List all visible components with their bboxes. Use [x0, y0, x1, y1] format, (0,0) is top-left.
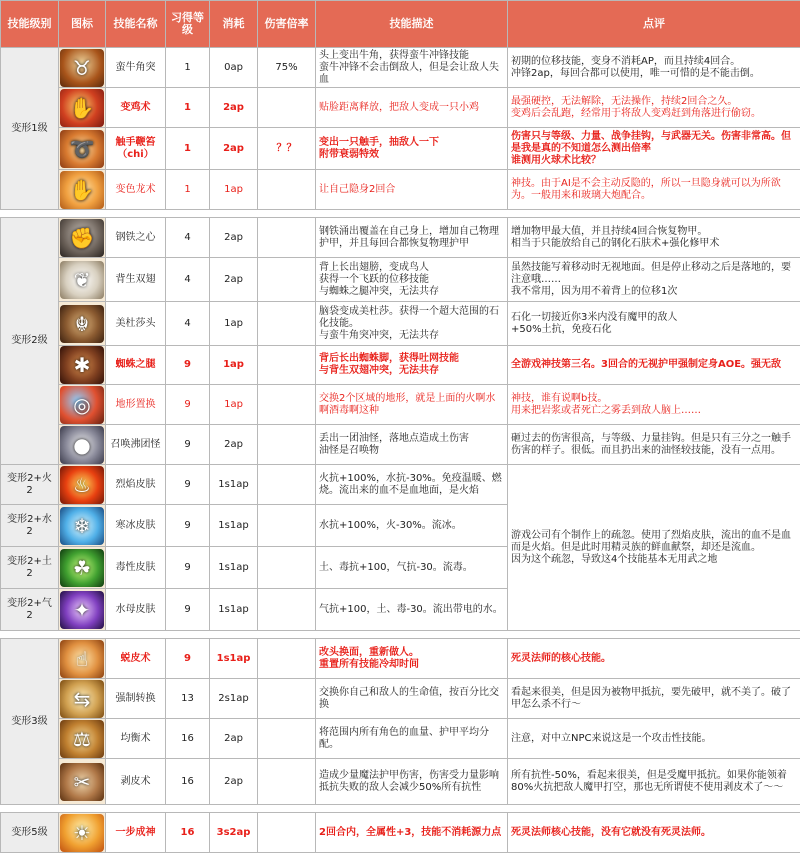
- header-level: 技能级别: [1, 1, 59, 48]
- flay-icon: ✂: [60, 763, 104, 801]
- skill-cost: 3s2ap: [210, 813, 258, 853]
- skill-comment: 看起来很美，但是因为被物甲抵抗，要先破甲，就不美了。破了甲怎么杀不行～: [508, 679, 800, 719]
- skill-desc: 造成少量魔法护甲伤害，伤害受力量影响 抵抗失败的敌人会减少50%所有抗性: [316, 759, 508, 805]
- header-cost: 消耗: [210, 1, 258, 48]
- skill-name: 烈焰皮肤: [106, 465, 166, 505]
- skill-dmg: [258, 465, 316, 505]
- skill-desc: 背后长出蜘蛛脚，获得吐网技能 与背生双翅冲突，无法共存: [316, 346, 508, 385]
- skill-dmg: 75%: [258, 48, 316, 88]
- skill-learn: 16: [166, 813, 210, 853]
- skill-desc: 火抗+100%，水抗-30%。免疫温暖、燃烧。流出来的血不是血地面，是火焰: [316, 465, 508, 505]
- skill-dmg: [258, 759, 316, 805]
- skill-cost: 1s1ap: [210, 465, 258, 505]
- skill-cost: 2ap: [210, 88, 258, 128]
- header-learn: 习得等级: [166, 1, 210, 48]
- table-row: [1, 128, 800, 170]
- skill-name: 蜘蛛之腿: [106, 346, 166, 385]
- skill-learn: 9: [166, 425, 210, 465]
- skill-desc: 气抗+100，土、毒-30。流出带电的水。: [316, 589, 508, 631]
- skill-name: 变色龙术: [106, 170, 166, 210]
- skill-dmg: [258, 679, 316, 719]
- oil-beast-icon: ●: [60, 426, 104, 464]
- skill-name: 水母皮肤: [106, 589, 166, 631]
- equalize-icon: ⚖: [60, 720, 104, 758]
- skill-learn: 9: [166, 639, 210, 679]
- venom-skin-icon: ☘: [60, 549, 104, 587]
- skill-learn: 1: [166, 170, 210, 210]
- forced-swap-icon: ⇆: [60, 680, 104, 718]
- skill-learn: 4: [166, 258, 210, 302]
- skill-name: 均衡术: [106, 719, 166, 759]
- skill-cost: 2ap: [210, 258, 258, 302]
- skill-name: 强制转换: [106, 679, 166, 719]
- group-level: 变形2级: [1, 218, 59, 465]
- table-row: [1, 48, 800, 88]
- skill-desc: 变出一只触手，抽敌人一下 附带衰弱特效: [316, 128, 508, 170]
- skill-comment: 虽然技能写着移动时无视地面。但是停止移动之后是落地的，要注意哦…… 我不常用，因为用不着背上的位移1次: [508, 258, 800, 302]
- skill-dmg: [258, 425, 316, 465]
- table-row: [1, 258, 800, 302]
- table-row: [1, 218, 800, 258]
- skill-dmg: [258, 258, 316, 302]
- skill-comment: 砸过去的伤害很高，与等级、力量挂钩。但是只有三分之一触手伤害的样子。很低。而且扔出来的油怪较技能，没有一点用。: [508, 425, 800, 465]
- skill-name: 变鸡术: [106, 88, 166, 128]
- skill-desc: 水抗+100%，火-30%。流冰。: [316, 505, 508, 547]
- skill-desc: 交换2个区域的地形，就是上面的火啊水啊酒毒啊这种: [316, 385, 508, 425]
- skill-comment: 注意，对中立NPC来说这是一个攻击性技能。: [508, 719, 800, 759]
- skill-desc: 交换你自己和敌人的生命值，按百分比交换: [316, 679, 508, 719]
- table-row: [1, 719, 800, 759]
- skill-learn: 1: [166, 48, 210, 88]
- minotaur-charge-icon: ♉: [60, 49, 104, 87]
- skill-comment: 最强硬控，无法解除，无法操作，持续2回合之久。 变鸡后会乱跑，经常用于将敌人变鸡赶到角落进行偷窃。: [508, 88, 800, 128]
- skill-learn: 9: [166, 505, 210, 547]
- chicken-claw-icon: ✋: [60, 89, 104, 127]
- table-row: [1, 813, 800, 853]
- skill-desc: 2回合内，全属性+3，技能不消耗源力点: [316, 813, 508, 853]
- skill-desc: 改头换面，重新做人。 重置所有技能冷却时间: [316, 639, 508, 679]
- table-row: [1, 346, 800, 385]
- skill-comment: 伤害只与等级、力量、战争挂钩，与武器无关。伤害非常高。但是我是真的不知道怎么测出倍率 谁测用火球术比较？: [508, 128, 800, 170]
- group-level: 变形3级: [1, 639, 59, 805]
- skill-dmg: [258, 813, 316, 853]
- header-icon: 图标: [59, 1, 106, 48]
- skill-cost: 1s1ap: [210, 589, 258, 631]
- skill-desc: 让自己隐身2回合: [316, 170, 508, 210]
- group-level: 变形2+土2: [1, 547, 59, 589]
- skill-cost: 2s1ap: [210, 679, 258, 719]
- skill-dmg: [258, 547, 316, 589]
- golden-hand-icon: ✋: [60, 171, 104, 209]
- skill-cost: 1ap: [210, 170, 258, 210]
- skill-cost: 2ap: [210, 218, 258, 258]
- skill-desc: 贴脸距离释放，把敌人变成一只小鸡: [316, 88, 508, 128]
- skill-cost: 1ap: [210, 385, 258, 425]
- table-row: [1, 759, 800, 805]
- skill-learn: 9: [166, 346, 210, 385]
- table-row: [1, 425, 800, 465]
- frost-skin-icon: ❄: [60, 507, 104, 545]
- table-row: [1, 170, 800, 210]
- skill-cost: 2ap: [210, 425, 258, 465]
- skill-cost: 1s1ap: [210, 639, 258, 679]
- skill-desc: 脑袋变成美杜莎。获得一个超大范围的石化技能。 与蛮牛角突冲突，无法共存: [316, 302, 508, 346]
- skill-learn: 4: [166, 302, 210, 346]
- table-header: [1, 1, 800, 48]
- table-row: [1, 465, 800, 505]
- skill-dmg: [258, 589, 316, 631]
- skill-dmg: [258, 385, 316, 425]
- skill-desc: 头上变出牛角，获得蛮牛冲锋技能 蛮牛冲锋不会击倒敌人，但是会让敌人失血: [316, 48, 508, 88]
- skill-cost: 1ap: [210, 346, 258, 385]
- skill-cost: 2ap: [210, 128, 258, 170]
- skill-learn: 9: [166, 547, 210, 589]
- header-name: 技能名称: [106, 1, 166, 48]
- skill-name: 毒性皮肤: [106, 547, 166, 589]
- skill-learn: 13: [166, 679, 210, 719]
- skill-dmg: ？？: [258, 128, 316, 170]
- skill-comment: 死灵法师核心技能，没有它就没有死灵法师。: [508, 813, 800, 853]
- skill-dmg: [258, 505, 316, 547]
- group-level: 变形1级: [1, 48, 59, 210]
- ascension-icon: ☀: [60, 814, 104, 852]
- skill-desc: 丢出一团油怪，落地点造成土伤害 油怪是召唤物: [316, 425, 508, 465]
- skill-name: 蜕皮术: [106, 639, 166, 679]
- flame-skin-icon: ♨: [60, 466, 104, 504]
- group-level: 变形2+水2: [1, 505, 59, 547]
- skill-comment: 增加物甲最大值，并且持续4回合恢复物甲。 相当于只能放给自己的钢化石肤术+强化修甲术: [508, 218, 800, 258]
- steel-heart-icon: ✊: [60, 219, 104, 257]
- terrain-shift-icon: ◎: [60, 386, 104, 424]
- skill-dmg: [258, 302, 316, 346]
- skill-cost: 1s1ap: [210, 505, 258, 547]
- skill-learn: 4: [166, 218, 210, 258]
- skill-name: 地形置换: [106, 385, 166, 425]
- skill-comment: 神技，谁有说啊b技。 用来把岩浆或者死亡之雾丢到敌人脑上……: [508, 385, 800, 425]
- skill-name: 蛮牛角突: [106, 48, 166, 88]
- skill-name: 寒冰皮肤: [106, 505, 166, 547]
- table-row: [1, 302, 800, 346]
- skill-comment: 所有抗性-50%，看起来很美，但是受魔甲抵抗。如果你能领着80%火抗把敌人魔甲打空，那也无所谓使不使用剥皮术了～～: [508, 759, 800, 805]
- table-row: [1, 679, 800, 719]
- header-dmg: 伤害倍率: [258, 1, 316, 48]
- skill-dmg: [258, 719, 316, 759]
- group-level: 变形2+火2: [1, 465, 59, 505]
- skill-name: 钢铁之心: [106, 218, 166, 258]
- skill-desc: 背上长出翅膀，变成鸟人 获得一个飞跃的位移技能 与蜘蛛之腿冲突，无法共存: [316, 258, 508, 302]
- skill-name: 背生双翅: [106, 258, 166, 302]
- skill-learn: 1: [166, 88, 210, 128]
- group-level: 变形2+气2: [1, 589, 59, 631]
- skill-comment: 初期的位移技能，变身不消耗AP，而且持续4回合。 冲锋2ap，每回合都可以使用，唯一可惜的是不能击倒。: [508, 48, 800, 88]
- skill-cost: 0ap: [210, 48, 258, 88]
- spread-wings-icon: ❦: [60, 261, 104, 299]
- skill-learn: 16: [166, 719, 210, 759]
- skill-name: 美杜莎头: [106, 302, 166, 346]
- skill-desc: 土、毒抗+100，气抗-30。流毒。: [316, 547, 508, 589]
- skill-dmg: [258, 218, 316, 258]
- skill-cost: 2ap: [210, 719, 258, 759]
- skill-desc: 将范围内所有角色的血量、护甲平均分配。: [316, 719, 508, 759]
- skill-dmg: [258, 639, 316, 679]
- skill-name: 一步成神: [106, 813, 166, 853]
- skill-learn: 9: [166, 589, 210, 631]
- skill-comment: 石化一切接近你3米内没有魔甲的敌人 +50%土抗，免疫石化: [508, 302, 800, 346]
- skill-comment: 神技。由于AI是不会主动反隐的，所以一旦隐身就可以为所欲为。一般用来和玻璃大炮配合。: [508, 170, 800, 210]
- group-level: 变形5级: [1, 813, 59, 853]
- table-row: [1, 385, 800, 425]
- table-row: [1, 88, 800, 128]
- spider-legs-icon: ✱: [60, 346, 104, 384]
- skill-dmg: [258, 346, 316, 385]
- skill-comment: 游戏公司有个制作上的疏忽。使用了烈焰皮肤，流出的血不是血而是火焰。但是此时用精灵族的鲜血献祭，却还是流血。 因为这个疏忽，导致这4个技能基本无用武之地: [508, 465, 800, 631]
- jelly-skin-icon: ✦: [60, 591, 104, 629]
- header-desc: 技能描述: [316, 1, 508, 48]
- shed-skin-icon: ☝: [60, 640, 104, 678]
- skill-cost: 1s1ap: [210, 547, 258, 589]
- tentacle-icon: ➰: [60, 130, 104, 168]
- skill-desc: 钢铁涌出覆盖在自己身上，增加自己物理护甲，并且每回合都恢复物理护甲: [316, 218, 508, 258]
- header-comment: 点评: [508, 1, 800, 48]
- skill-name: 触手鞭笞（chi）: [106, 128, 166, 170]
- skill-name: 剥皮术: [106, 759, 166, 805]
- skill-dmg: [258, 170, 316, 210]
- skill-learn: 9: [166, 465, 210, 505]
- skill-name: 召唤沸团怪: [106, 425, 166, 465]
- skill-learn: 16: [166, 759, 210, 805]
- skill-comment: 死灵法师的核心技能。: [508, 639, 800, 679]
- skill-comment: 全游戏神技第三名。3回合的无视护甲强制定身AOE。强无敌: [508, 346, 800, 385]
- skill-dmg: [258, 88, 316, 128]
- skill-learn: 9: [166, 385, 210, 425]
- skill-cost: 1ap: [210, 302, 258, 346]
- skill-cost: 2ap: [210, 759, 258, 805]
- skill-learn: 1: [166, 128, 210, 170]
- table-row: [1, 639, 800, 679]
- medusa-head-icon: ☬: [60, 305, 104, 343]
